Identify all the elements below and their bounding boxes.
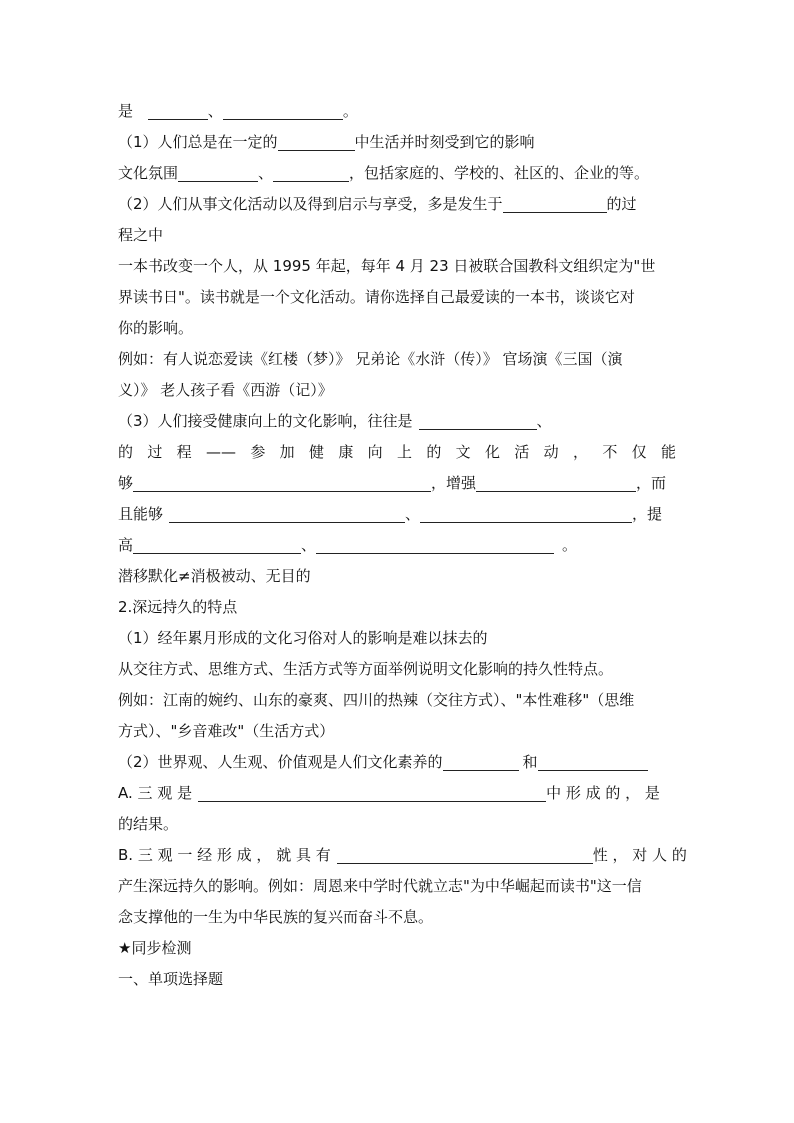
answer-blank[interactable]: [337, 843, 593, 864]
answer-blank[interactable]: [538, 750, 648, 771]
text: 文化氛围: [118, 164, 179, 182]
text-line: [118, 158, 676, 189]
answer-blank[interactable]: [178, 161, 258, 182]
text-line: 从交往方式、思维方式、生活方式等方面举例说明文化影响的持久性特点。: [118, 660, 614, 678]
text: ，包括家庭的、学校的、社区的、企业的等。: [349, 164, 650, 182]
text-line: 的结果。: [118, 815, 179, 833]
text: 、: [405, 505, 421, 523]
text-line: [118, 406, 676, 437]
text-line: [118, 840, 687, 871]
text: 且能够: [118, 505, 164, 523]
text: 、: [536, 412, 552, 430]
text: 高: [118, 536, 134, 554]
text-line: [118, 189, 676, 220]
answer-blank[interactable]: [420, 502, 632, 523]
text-line: 界读书日"。读书就是一个文化活动。请你选择自己最爱读的一本书，谈谈它对: [118, 288, 635, 306]
text: 、: [301, 536, 317, 554]
answer-blank[interactable]: [419, 409, 537, 430]
text-line: 的过程——参加健康向上的文化活动，不仅能: [118, 443, 676, 461]
text-line: 潜移默化≠消极被动、无目的: [118, 567, 311, 585]
text-line: 一本书改变一个人，从 1995 年起，每年 4 月 23 日被联合国教科文组织定为"世: [118, 257, 656, 275]
answer-blank[interactable]: [476, 471, 636, 492]
section-heading: 2.深远持久的特点: [118, 598, 238, 616]
text-line: [118, 499, 676, 530]
text: （2）世界观、人生观、价值观是人们文化素养的: [118, 753, 443, 771]
answer-blank[interactable]: [198, 781, 546, 802]
answer-blank[interactable]: [273, 161, 349, 182]
text: 是: [118, 102, 134, 120]
answer-blank[interactable]: [223, 99, 343, 120]
text: 够: [118, 474, 134, 492]
text: （2）人们从事文化活动以及得到启示与享受，多是发生于: [118, 195, 503, 213]
text-line: 义）》 老人孩子看《西游（记）》: [118, 381, 333, 399]
text: 和: [522, 753, 538, 771]
text: 性 ， 对 人 的: [592, 846, 687, 864]
text: A. 三 观 是: [118, 784, 193, 802]
text-line: 方式）、"乡音难改"（生活方式）: [118, 722, 335, 740]
text: 。: [562, 536, 578, 554]
document-page: [118, 96, 687, 995]
text: ，而: [636, 474, 667, 492]
text: B. 三 观 一 经 形 成 ， 就 具 有: [118, 846, 331, 864]
text-line: [118, 127, 676, 158]
text-line: 念支撑他的一生为中华民族的复兴而奋斗不息。: [118, 908, 434, 926]
text-line: 例如：有人说恋爱读《红楼（梦）》 兄弟论《水浒（传）》 官场演《三国（演: [118, 350, 623, 368]
section-heading: ★同步检测: [118, 939, 192, 957]
answer-blank[interactable]: [443, 750, 519, 771]
text: （1）人们总是在一定的: [118, 133, 278, 151]
text-line: 程之中: [118, 226, 164, 244]
answer-blank[interactable]: [316, 533, 554, 554]
answer-blank[interactable]: [133, 533, 301, 554]
text: ，增强: [431, 474, 477, 492]
section-heading: 一、单项选择题: [118, 970, 224, 988]
answer-blank[interactable]: [169, 502, 405, 523]
text: 。: [342, 102, 358, 120]
text-line: [118, 747, 676, 778]
text: 、: [207, 102, 223, 120]
answer-blank[interactable]: [133, 471, 431, 492]
answer-blank[interactable]: [148, 99, 208, 120]
text: 中 形 成 的 ， 是: [546, 784, 660, 802]
text-line: （1）经年累月形成的文化习俗对人的影响是难以抹去的: [118, 629, 488, 647]
text-line: 你的影响。: [118, 319, 194, 337]
answer-blank[interactable]: [278, 130, 355, 151]
text: 的过: [606, 195, 637, 213]
text-line: [118, 468, 676, 499]
text: （3）人们接受健康向上的文化影响，往往是: [118, 412, 413, 430]
text: 、: [258, 164, 274, 182]
answer-blank[interactable]: [503, 192, 607, 213]
text-line: [118, 96, 676, 127]
text: ，提: [632, 505, 663, 523]
text-line: 产生深远持久的影响。例如：周恩来中学时代就立志"为中华崛起而读书"这一信: [118, 877, 642, 895]
text-line: 例如：江南的婉约、山东的豪爽、四川的热辣（交往方式）、"本性难移"（思维: [118, 691, 635, 709]
text-line: [118, 778, 676, 809]
text-line: [118, 530, 676, 561]
text: 中生活并时刻受到它的影响: [354, 133, 535, 151]
